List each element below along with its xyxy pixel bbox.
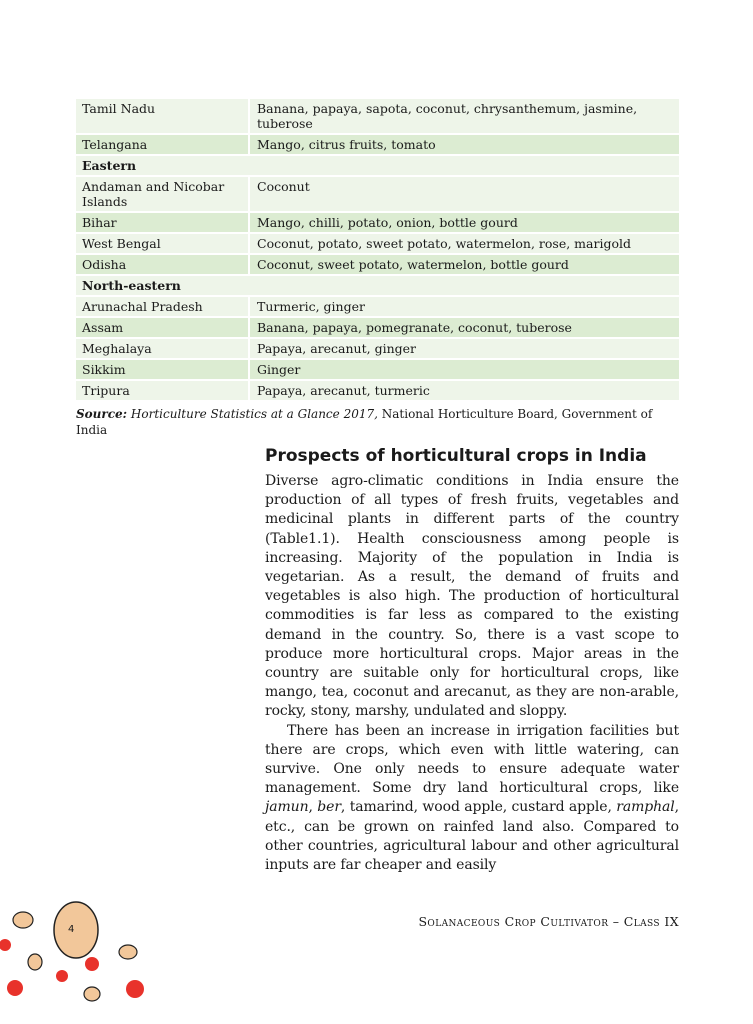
- crops-cell: Mango, chilli, potato, onion, bottle gourd: [250, 213, 679, 232]
- page-number: 4: [68, 924, 75, 935]
- crops-cell: Ginger: [250, 360, 679, 379]
- table-section-row: [76, 156, 679, 175]
- table-row: [76, 381, 679, 400]
- crops-cell: Coconut, sweet potato, watermelon, bottle gourd: [250, 255, 679, 274]
- table-section-row: [76, 276, 679, 295]
- table-row: [76, 99, 679, 133]
- table-source: [76, 406, 679, 438]
- crops-cell: Coconut, potato, sweet potato, watermelon, rose, marigold: [250, 234, 679, 253]
- state-cell: Tamil Nadu: [76, 99, 248, 133]
- term-ber: ber: [317, 799, 341, 816]
- horticulture-table: [76, 99, 679, 402]
- body-text: [265, 472, 679, 875]
- state-cell: Bihar: [76, 213, 248, 232]
- table-row: [76, 255, 679, 274]
- table-row: [76, 177, 679, 211]
- tomato-icon: [7, 980, 23, 996]
- crops-cell: Turmeric, ginger: [250, 297, 679, 316]
- crops-cell: Papaya, arecanut, turmeric: [250, 381, 679, 400]
- crops-cell: Banana, papaya, sapota, coconut, chrysanthemum, jasmine, tuberose: [250, 99, 679, 133]
- section-heading: Prospects of horticultural crops in India: [265, 446, 647, 466]
- section-label: Eastern: [76, 156, 679, 175]
- term-ramphal: ramphal: [616, 799, 675, 816]
- table-row: [76, 213, 679, 232]
- table-row: [76, 135, 679, 154]
- tomato-icon: [126, 980, 144, 998]
- potato-icon: [119, 945, 137, 959]
- paragraph-2: There has been an increase in irrigation facilities but there are crops, which even with little watering, can survive. One only needs to ensure adequate water management. Some dry land horticultural crops, like jamun, ber, tamarind, wood apple, custard apple, ramphal, etc., can be grown on rainfed land also. Compared to other countries, agricultural labour and other agricultural inputs are far cheaper and easily: [265, 722, 680, 874]
- state-cell: Meghalaya: [76, 339, 248, 358]
- state-cell: Assam: [76, 318, 248, 337]
- table-row: [76, 360, 679, 379]
- crops-cell: Coconut: [250, 177, 679, 211]
- potato-icon: [28, 954, 42, 970]
- tomato-icon: [85, 957, 99, 971]
- term-jamun: jamun: [265, 799, 309, 816]
- section-label: North-eastern: [76, 276, 679, 295]
- table-row: [76, 339, 679, 358]
- state-cell: Odisha: [76, 255, 248, 274]
- page-footer: Solanaceous Crop Cultivator – Class IX: [418, 914, 679, 929]
- crops-cell: Mango, citrus fruits, tomato: [250, 135, 679, 154]
- crops-cell: Banana, papaya, pomegranate, coconut, tuberose: [250, 318, 679, 337]
- state-cell: Telangana: [76, 135, 248, 154]
- tomato-icon: [0, 939, 11, 951]
- paragraph-1: Diverse agro-climatic conditions in India ensure the production of all types of fresh fruits, vegetables and medicinal plants in different parts of the country (Table1.1). Health consciousness among people is increasing. Majority of the population in India is vegetarian. As a result, the demand of fruits and vegetables is also high. The production of horticultural commodities is far less as compared to the existing demand in the country. So, there is a vast scope to produce more horticultural crops. Major areas in the country are suitable only for horticultural crops, like mango, tea, coconut and arecanut, as they are non-arable, rocky, stony, marshy, undulated and sloppy.: [265, 473, 679, 720]
- potato-icon: [84, 987, 100, 1001]
- source-rest: National Horticulture Board, Government of India: [76, 407, 653, 437]
- source-title: Horticulture Statistics at a Glance 2017,: [130, 407, 378, 421]
- state-cell: Andaman and Nicobar Islands: [76, 177, 248, 211]
- state-cell: West Bengal: [76, 234, 248, 253]
- table-row: [76, 318, 679, 337]
- potato-icon: [13, 912, 33, 928]
- tomato-icon: [56, 970, 68, 982]
- source-label: Source:: [76, 407, 128, 421]
- crops-cell: Papaya, arecanut, ginger: [250, 339, 679, 358]
- vegetable-decoration: [0, 890, 160, 1020]
- state-cell: Arunachal Pradesh: [76, 297, 248, 316]
- potato-icon: [54, 902, 98, 958]
- table-row: [76, 297, 679, 316]
- state-cell: Sikkim: [76, 360, 248, 379]
- state-cell: Tripura: [76, 381, 248, 400]
- table-row: [76, 234, 679, 253]
